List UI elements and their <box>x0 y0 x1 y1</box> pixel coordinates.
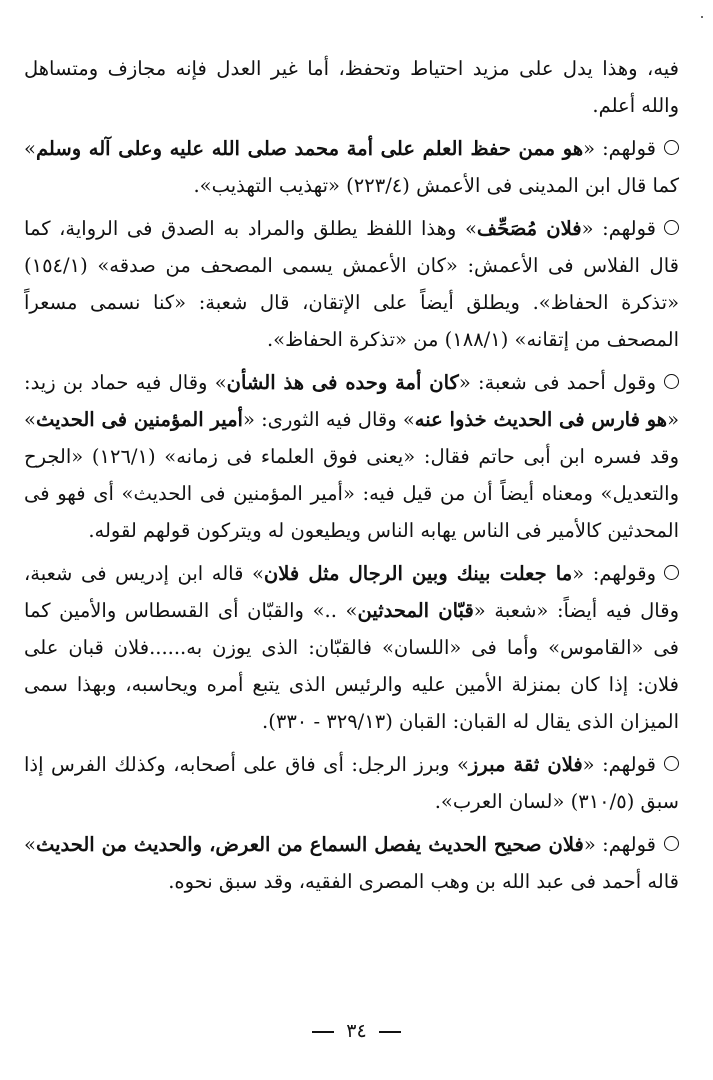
paragraph-text: فيه، وهذا يدل على مزيد احتياط وتحفظ، أما غير العدل فإنه مجازف ومتساهل والله أعلم. <box>24 57 679 117</box>
page-body <box>24 50 679 906</box>
paragraph-text: » وقال فيه الثورى: « <box>242 408 415 431</box>
paragraph <box>24 364 679 549</box>
paragraph-text: » وهذا اللفظ يطلق والمراد به الصدق فى الرواية، كما قال الفلاس فى الأعمش: «كان الأعمش يسمى المصحف من صدقه» (١٥٤/١) «تذكرة الحفاظ». ويطلق أيضاً على الإتقان، قال شعبة: «كنا نسمى مسعراً المصحف من إتقانه» (١٨٨/١) من «تذكرة الحفاظ». <box>24 217 679 351</box>
paragraph <box>24 210 679 358</box>
paragraph-text: » وبرز الرجل: أى فاق على أصحابه، وكذلك الفرس إذا سبق (٣١٠/٥) «لسان العرب». <box>24 753 679 813</box>
page-number: ٣٤ <box>346 1020 367 1042</box>
circle-bullet-icon <box>664 220 679 235</box>
bold-term: هو فارس فى الحديث خذوا عنه <box>414 408 668 431</box>
paragraph <box>24 746 679 820</box>
footer-dash-right <box>379 1031 401 1033</box>
scan-dot <box>701 16 703 18</box>
paragraph-text: » وقد فسره ابن أبى حاتم فقال: «يعنى فوق العلماء فى زمانه» (١٢٦/١) «الجرح والتعديل» ومعناه أيضاً أن من قيل فيه: «أمير المؤمنين فى الحديث» أى فهو فى المحدثين كالأمير فى الناس يهابه الناس ويطيعون له ويتركون قولهم لقوله. <box>24 408 680 542</box>
bold-term: كان أمة وحده فى هذ الشأن <box>226 371 459 394</box>
bold-term: قبّان المحدثين <box>357 599 474 622</box>
bold-term: فلان ثقة مبرز <box>468 753 583 776</box>
bold-term: هو ممن حفظ العلم على أمة محمد صلى الله عليه وعلى آله وسلم <box>35 137 584 160</box>
paragraph <box>24 826 679 900</box>
paragraph-text: » كما قال ابن المدينى فى الأعمش (٢٢٣/٤) «تهذيب التهذيب». <box>24 137 679 197</box>
paragraph-text: قولهم: « <box>582 753 656 776</box>
circle-bullet-icon <box>664 565 679 580</box>
bold-term: فلان مُصَحِّف <box>476 217 582 240</box>
circle-bullet-icon <box>664 756 679 771</box>
page-footer <box>0 1020 713 1042</box>
paragraph <box>24 130 679 204</box>
paragraph-text: وقول أحمد فى شعبة: « <box>458 371 656 394</box>
paragraph-text: وقولهم: « <box>572 562 656 585</box>
paragraph-text: » وقال فيه حماد بن زيد: « <box>24 371 680 431</box>
paragraph-text: قولهم: « <box>583 833 656 856</box>
paragraph-text: » قاله أحمد فى عبد الله بن وهب المصرى الفقيه، وقد سبق نحوه. <box>24 833 679 893</box>
bold-term: أمير المؤمنين فى الحديث <box>35 408 243 431</box>
paragraph-text: قولهم: « <box>583 137 656 160</box>
bold-term: ما جعلت بينك وبين الرجال مثل فلان <box>263 562 573 585</box>
footer-dash-left <box>312 1031 334 1033</box>
paragraph <box>24 50 679 124</box>
bold-term: فلان صحيح الحديث يفصل السماع من العرض، والحديث من الحديث <box>35 833 584 856</box>
circle-bullet-icon <box>664 140 679 155</box>
paragraph <box>24 555 679 740</box>
paragraph-text: » قاله ابن إدريس فى شعبة، وقال فيه أيضاً: «شعبة « <box>24 562 679 622</box>
paragraph-text: قولهم: « <box>581 217 656 240</box>
paragraph-text: » ..» والقبّان أى القسطاس والأمين كما فى «القاموس» وأما فى «اللسان» فالقبّان: الذى يوزن به......فلان قبان على فلان: إذا كان بمنزلة الأمين عليه والرئيس الذى يتبع أمره ويحاسبه، وبهذا سمى الميزان الذى يقال له القبان: القبان (٣٢٩/١٣ - ٣٣٠). <box>24 599 679 733</box>
circle-bullet-icon <box>664 374 679 389</box>
circle-bullet-icon <box>664 836 679 851</box>
